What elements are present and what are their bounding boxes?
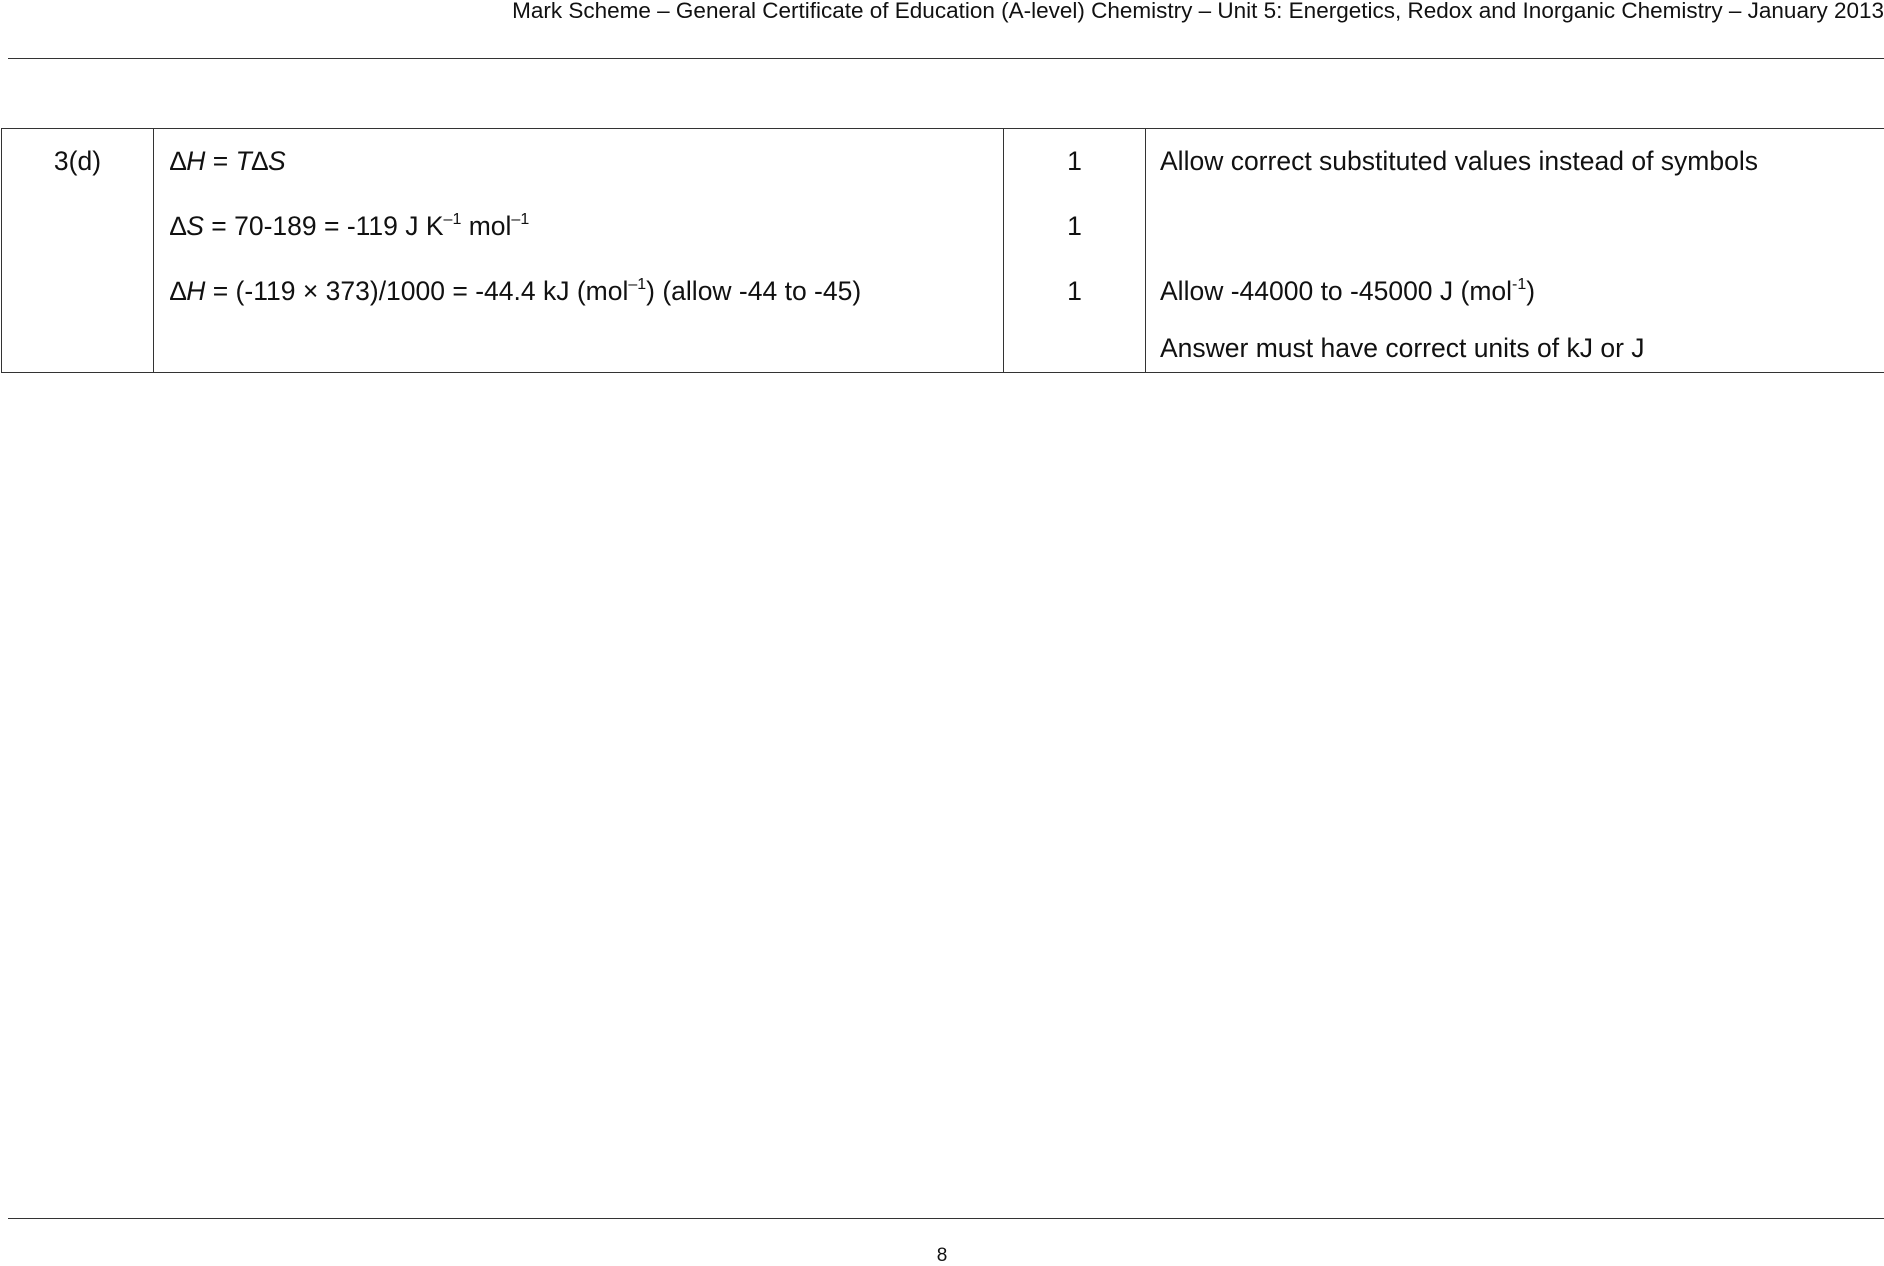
question-number: 3(d) xyxy=(2,129,153,194)
page-number: 8 xyxy=(0,1246,1884,1266)
comment-line-2 xyxy=(1160,194,1884,259)
comment-line-3: Allow -44000 to -45000 J (mol$^{-1}$) xyxy=(1160,259,1884,324)
comment-line-1: Allow correct substituted values instead of symbols xyxy=(1160,129,1884,194)
page-header: Mark Scheme – General Certificate of Education (A-level) Chemistry – Unit 5: Energetics, Redox and Inorganic Chemistry – January 2013 xyxy=(512,0,1884,26)
comment-line-4: Answer must have correct units of kJ or J xyxy=(1160,324,1884,372)
answer-line-3: ∆H = (-119 × 373)/1000 = -44.4 kJ (mol$^{-1}$) (allow -44 to -45) xyxy=(5,259,1003,324)
mark-value: 1 xyxy=(1004,194,1145,259)
answer-cell xyxy=(154,129,1004,373)
comments-cell xyxy=(1146,129,1884,373)
header-rule xyxy=(8,58,1884,59)
answer-line-2: ∆S = 70-189 = -119 J $K^{-1}$ mol$^{-1}$ xyxy=(5,194,1003,259)
answer-line-1: ∆H = T∆S xyxy=(5,129,1003,194)
table-row xyxy=(2,129,1884,373)
footer-rule xyxy=(8,1218,1884,1219)
mark-value: 1 xyxy=(1004,259,1145,324)
mark-scheme-table xyxy=(1,128,1884,373)
mark-value: 1 xyxy=(1004,129,1145,194)
marks-cell xyxy=(1004,129,1146,373)
